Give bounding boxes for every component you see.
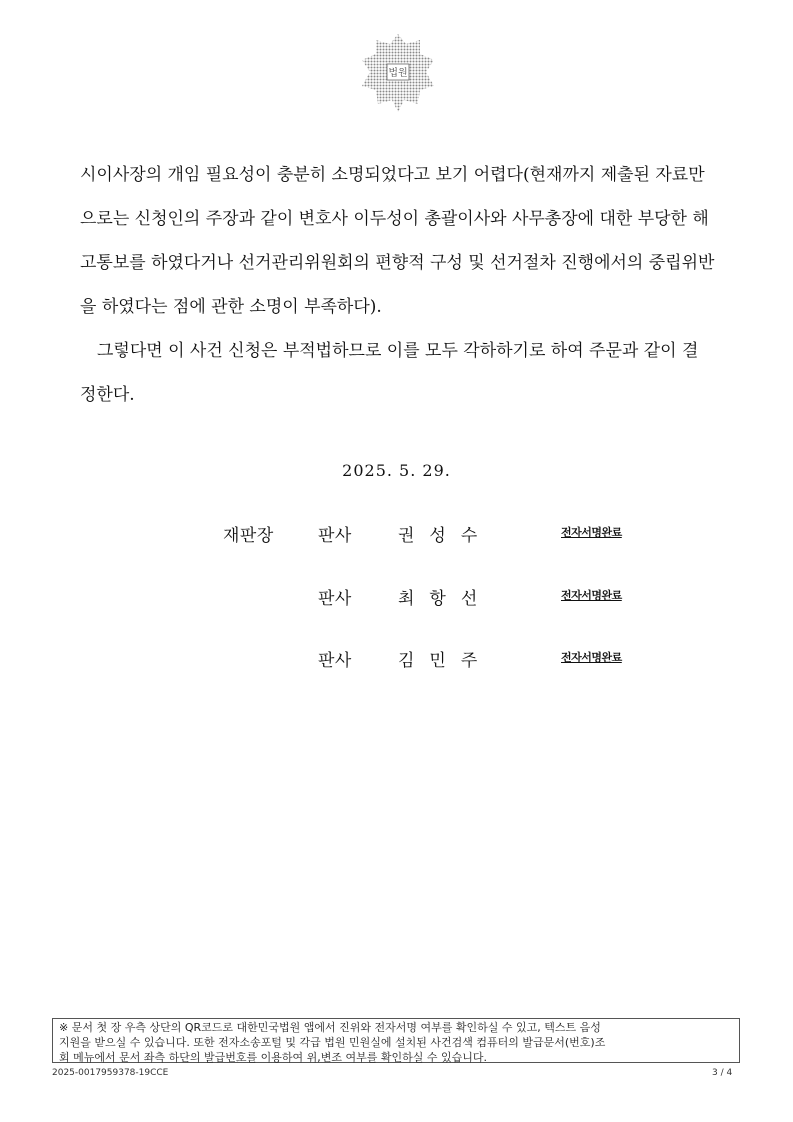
notice-line: 회 메뉴에서 문서 좌측 하단의 발급번호를 이용하여 위,변조 여부를 확인하실 수 있습니다. — [59, 1051, 487, 1064]
issuance-number: 2025-0017959378-19CCE — [52, 1068, 169, 1078]
judge-name: 김민주 — [398, 651, 493, 671]
judge-row — [0, 646, 793, 676]
presiding-judge-label: 재판장 — [223, 526, 274, 546]
paragraph-line: 고통보를 하였다거나 선거관리위원회의 편향적 구성 및 선거절차 진행에서의 중립위반 — [80, 253, 715, 273]
judge-title: 판사 — [318, 589, 352, 609]
notice-line: ※ 문서 첫 장 우측 상단의 QR코드로 대한민국법원 앱에서 진위와 전자서명 여부를 확인하실 수 있고, 텍스트 음성 — [59, 1021, 601, 1034]
judge-name: 최항선 — [398, 589, 493, 609]
paragraph-line: 정한다. — [80, 385, 135, 405]
e-signature-status: 전자서명완료 — [561, 526, 622, 539]
body-paragraph-2 — [80, 329, 716, 417]
judge-title: 판사 — [318, 526, 352, 546]
judge-row — [0, 584, 793, 614]
court-emblem-icon — [358, 30, 438, 114]
verification-notice-box — [52, 1018, 740, 1063]
notice-line: 지원을 받으실 수 있습니다. 또한 전자소송포털 및 각급 법원 민원실에 설치된 사건검색 컴퓨터의 발급문서(번호)조 — [59, 1036, 606, 1049]
svg-text:법원: 법원 — [388, 68, 408, 79]
decision-date: 2025. 5. 29. — [342, 461, 451, 480]
paragraph-line: 그렇다면 이 사건 신청은 부적법하므로 이를 모두 각하하기로 하여 주문과 같이 결 — [97, 341, 699, 361]
paragraph-line: 시이사장의 개임 필요성이 충분히 소명되었다고 보기 어렵다(현재까지 제출된 자료만 — [80, 165, 705, 185]
paragraph-line: 을 하였다는 점에 관한 소명이 부족하다). — [80, 297, 382, 317]
judge-title: 판사 — [318, 651, 352, 671]
e-signature-status: 전자서명완료 — [561, 651, 622, 664]
paragraph-line: 으로는 신청인의 주장과 같이 변호사 이두성이 총괄이사와 사무총장에 대한 부당한 해 — [80, 209, 709, 229]
page-number: 3 / 4 — [712, 1068, 733, 1078]
body-paragraph-1 — [80, 153, 716, 329]
judge-row-presiding — [0, 521, 793, 551]
judge-name: 권성수 — [398, 526, 493, 546]
e-signature-status: 전자서명완료 — [561, 589, 622, 602]
